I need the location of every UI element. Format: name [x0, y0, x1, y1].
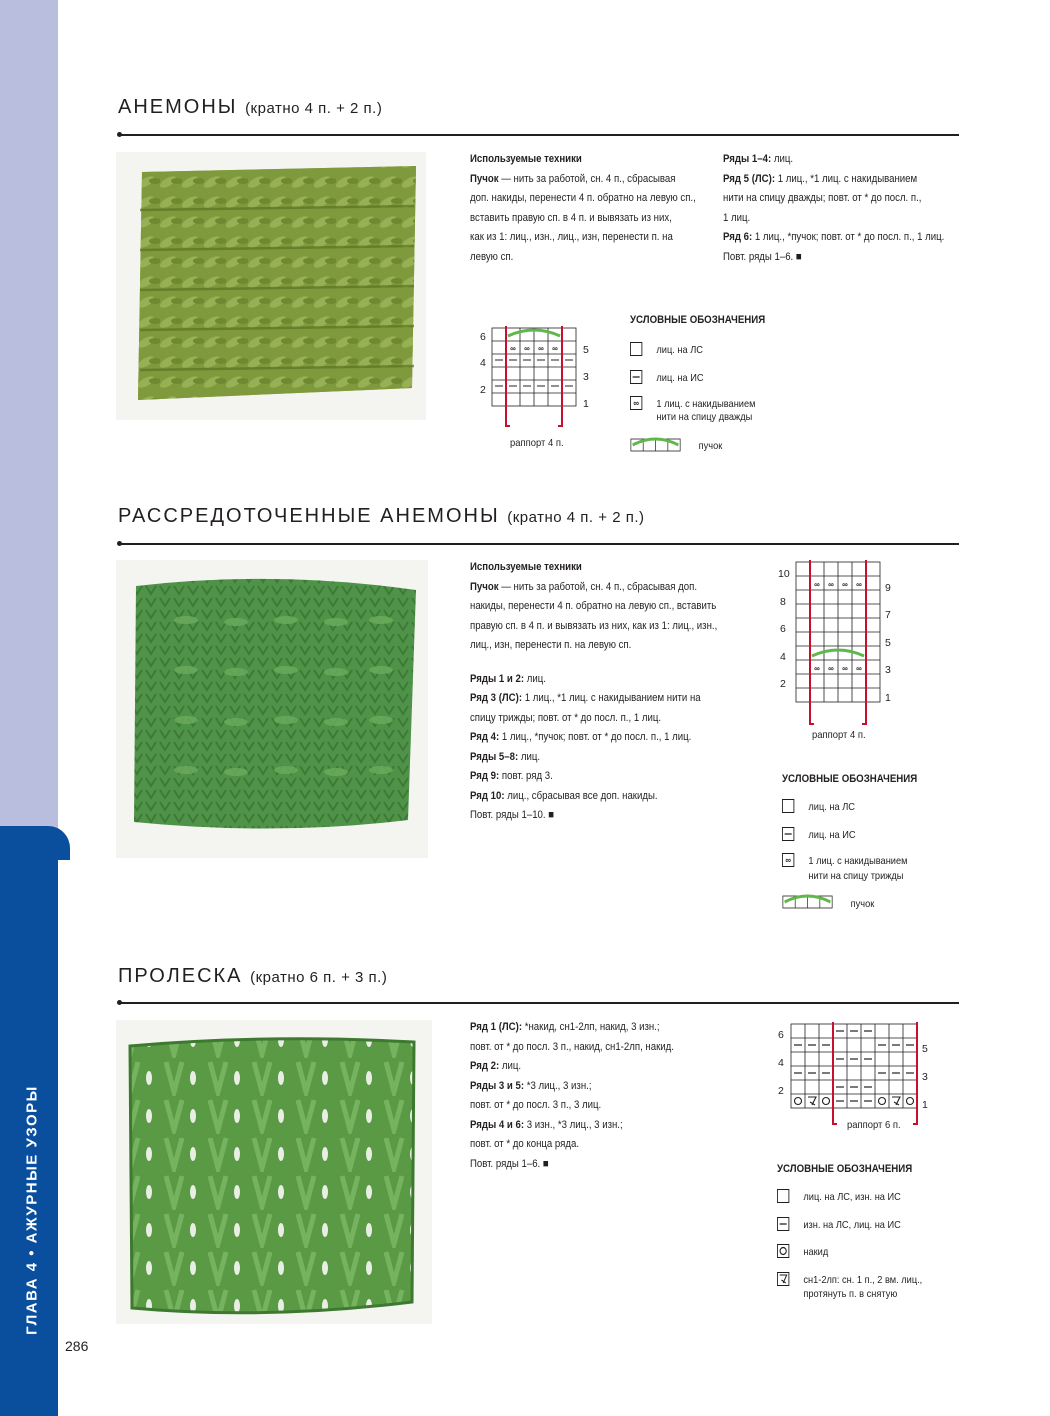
knit-symbol-icon — [630, 342, 642, 356]
technique-text: доп. накиды, перенести 4 п. обратно на левую сп., — [470, 192, 696, 204]
row-text: лиц. — [524, 672, 546, 685]
row-label: Ряды 1 и 2: — [470, 672, 525, 685]
section-rule — [118, 1002, 959, 1004]
section-title-text: АНЕМОНЫ — [118, 96, 238, 118]
chart-row-number: 6 — [780, 623, 786, 635]
instructions-block — [470, 1018, 728, 1174]
chart-row-number: 4 — [780, 651, 786, 663]
techniques-block — [470, 150, 728, 267]
legend-label: пучок — [698, 440, 723, 452]
row-text: лиц. — [518, 750, 541, 763]
svg-text:∞: ∞ — [510, 344, 516, 353]
row-label: Ряд 10: — [470, 789, 505, 802]
row-text: лиц. — [499, 1060, 522, 1072]
legend-label: лиц. на ИС — [656, 372, 704, 384]
row-text: нити на спицу дважды; повт. от * до посл. п., — [723, 192, 922, 204]
row-label: Ряды 3 и 5: — [470, 1079, 525, 1092]
row-label: Ряды 4 и 6: — [470, 1118, 525, 1131]
section-multiple: (кратно 6 п. + 3 п.) — [250, 969, 388, 986]
row-label: Ряд 2: — [470, 1060, 500, 1072]
chart-row-number: 2 — [778, 1085, 784, 1097]
wrap-twice-symbol-icon: ∞ — [630, 396, 642, 410]
row-text: 1 лиц., *1 лиц. с накидыванием — [775, 172, 918, 185]
section-title-scattered-anemones — [118, 505, 644, 528]
row-text: лиц., сбрасывая все доп. накиды. — [504, 789, 658, 802]
repeat-text: Повт. ряды 1–6. ■ — [723, 250, 802, 263]
legend-label: лиц. на ЛС — [656, 344, 703, 356]
knit-symbol-icon — [777, 1189, 789, 1203]
legend-label: нити на спицу дважды — [656, 411, 753, 423]
technique-term: Пучок — [470, 172, 499, 185]
svg-text:∞: ∞ — [856, 580, 862, 589]
repeat-text: Повт. ряды 1–6. ■ — [470, 1157, 549, 1170]
chart-row-number: 5 — [922, 1043, 928, 1055]
technique-term: Пучок — [470, 580, 499, 593]
legend-title: УСЛОВНЫЕ ОБОЗНАЧЕНИЯ — [782, 773, 918, 785]
legend-label: 1 лиц. с накидыванием — [808, 855, 908, 867]
chart-row-number: 4 — [778, 1057, 784, 1069]
technique-text: лиц., изн, перенести п. на левую сп. — [470, 639, 632, 651]
swatch-photo-anemones — [116, 152, 426, 420]
row-text: 1 лиц. — [723, 211, 751, 224]
technique-text: правую сп. в 4 п. и вывязать из них, как из 1: лиц., изн., — [470, 619, 718, 632]
svg-text:∞: ∞ — [814, 580, 820, 589]
svg-text:∞: ∞ — [538, 344, 544, 353]
chart-row-number: 1 — [885, 692, 891, 704]
chart-row-number: 5 — [583, 344, 589, 356]
section-title-anemones — [118, 96, 382, 119]
swatch-photo-scattered-anemones — [116, 560, 428, 858]
purl-symbol-icon — [782, 827, 794, 841]
chart-row-number: 4 — [480, 357, 486, 369]
chart-row-number: 5 — [885, 637, 891, 649]
legend-label: лиц. на ИС — [808, 829, 856, 841]
row-label: Ряд 5 (ЛС): — [723, 172, 776, 185]
legend-title: УСЛОВНЫЕ ОБОЗНАЧЕНИЯ — [777, 1163, 913, 1175]
technique-text: — нить за работой, сн. 4 п., сбрасывая доп. — [498, 580, 698, 593]
row-text: повт. от * до конца ряда. — [470, 1138, 580, 1150]
svg-text:∞: ∞ — [552, 344, 558, 353]
svg-text:∞: ∞ — [814, 664, 820, 673]
row-text: повт. от * до посл. 3 п., накид, сн1-2лп, накид. — [470, 1040, 674, 1053]
chart-row-number: 1 — [922, 1099, 928, 1111]
section-title-text: ПРОЛЕСКА — [118, 965, 243, 987]
row-label: Ряд 1 (ЛС): — [470, 1021, 523, 1033]
knitting-chart-anemones — [490, 326, 590, 436]
legend-label: протянуть п. в снятую — [803, 1288, 898, 1300]
row-text: повт. ряд 3. — [499, 770, 553, 782]
techniques-heading: Используемые техники — [470, 561, 582, 573]
row-text: лиц. — [771, 153, 794, 165]
techniques-block — [470, 558, 754, 826]
chart-row-number: 7 — [885, 609, 891, 621]
chart-row-number: 6 — [778, 1029, 784, 1041]
legend-scattered-anemones — [782, 773, 993, 923]
chart-row-number: 3 — [885, 664, 891, 676]
svg-text:∞: ∞ — [524, 344, 530, 353]
row-text: 3 изн., *3 лиц., 3 изн.; — [524, 1118, 623, 1131]
row-text: повт. от * до посл. 3 п., 3 лиц. — [470, 1099, 602, 1111]
svg-text:∞: ∞ — [842, 664, 848, 673]
section-title-scilla — [118, 965, 387, 988]
chart-repeat-label: раппорт 4 п. — [812, 729, 866, 741]
instructions-block — [723, 150, 981, 267]
legend-label: 1 лиц. с накидыванием — [656, 398, 756, 410]
row-label: Ряд 3 (ЛС): — [470, 692, 523, 704]
cluster-symbol-icon — [782, 893, 833, 909]
section-title-text: РАССРЕДОТОЧЕННЫЕ АНЕМОНЫ — [118, 505, 500, 527]
repeat-text: Повт. ряды 1–10. ■ — [470, 809, 555, 821]
chart-row-number: 6 — [480, 331, 486, 343]
techniques-heading: Используемые техники — [470, 153, 582, 165]
technique-text: — нить за работой, сн. 4 п., сбрасывая — [498, 172, 676, 185]
chart-row-number: 2 — [780, 678, 786, 690]
section-rule — [118, 543, 959, 545]
legend-label: лиц. на ЛС — [808, 801, 855, 813]
chart-row-number: 2 — [480, 384, 486, 396]
chart-row-number: 3 — [922, 1071, 928, 1083]
chapter-tab-label: ГЛАВА 4 • АЖУРНЫЕ УЗОРЫ — [23, 1085, 41, 1335]
svg-text:∞: ∞ — [828, 664, 834, 673]
legend-title: УСЛОВНЫЕ ОБОЗНАЧЕНИЯ — [630, 314, 766, 326]
legend-anemones — [630, 314, 841, 464]
purl-symbol-icon — [630, 370, 642, 384]
section-multiple: (кратно 4 п. + 2 п.) — [507, 509, 645, 526]
chapter-sidebar-light — [0, 0, 58, 830]
sk2p-symbol-icon — [777, 1272, 789, 1286]
technique-text: вставить правую сп. в 4 п. и вывязать из них, — [470, 211, 672, 224]
row-text: 1 лиц., *пучок; повт. от * до посл. п., 1 лиц. — [752, 231, 945, 243]
row-text: 1 лиц., *пучок; повт. от * до посл. п., 1 лиц. — [499, 731, 692, 743]
row-text: *3 лиц., 3 изн.; — [524, 1079, 592, 1092]
legend-label: лиц. на ЛС, изн. на ИС — [803, 1191, 901, 1203]
purl-symbol-icon — [777, 1217, 789, 1231]
section-rule — [118, 134, 959, 136]
knit-symbol-icon — [782, 799, 794, 813]
legend-label: изн. на ЛС, лиц. на ИС — [803, 1219, 901, 1231]
svg-text:∞: ∞ — [856, 664, 862, 673]
legend-label: нити на спицу трижды — [808, 870, 904, 882]
chart-row-number: 3 — [583, 371, 589, 383]
chart-row-number: 1 — [583, 398, 589, 410]
technique-text: как из 1: лиц., изн., лиц., изн, перенести п. на — [470, 231, 673, 243]
svg-text:∞: ∞ — [828, 580, 834, 589]
row-label: Ряды 1–4: — [723, 153, 772, 165]
svg-text:∞: ∞ — [842, 580, 848, 589]
yarn-over-symbol-icon — [777, 1244, 789, 1258]
chart-repeat-label: раппорт 4 п. — [510, 437, 564, 449]
knitting-chart-scilla — [789, 1022, 921, 1132]
technique-text: левую сп. — [470, 250, 514, 263]
wrap-thrice-symbol-icon: ∞ — [782, 853, 794, 867]
chapter-tab-corner — [0, 826, 70, 860]
legend-scilla — [777, 1163, 988, 1313]
section-multiple: (кратно 4 п. + 2 п.) — [245, 100, 383, 117]
legend-label: накид — [803, 1246, 829, 1258]
legend-label: сн1-2лп: сн. 1 п., 2 вм. лиц., — [803, 1274, 923, 1286]
row-text: *накид, сн1-2лп, накид, 3 изн.; — [522, 1021, 660, 1033]
row-text: спицу трижды; повт. от * до посл. п., 1 лиц. — [470, 711, 662, 724]
chart-row-number: 8 — [780, 596, 786, 608]
page-number: 286 — [65, 1338, 89, 1354]
chart-row-number: 9 — [885, 582, 891, 594]
legend-label: пучок — [850, 898, 875, 910]
cluster-symbol-icon — [630, 436, 681, 452]
swatch-photo-scilla — [116, 1020, 432, 1324]
row-text: 1 лиц., *1 лиц. с накидыванием нити на — [522, 692, 701, 704]
row-label: Ряд 6: — [723, 231, 753, 243]
technique-text: накиды, перенести 4 п. обратно на левую сп., вставить — [470, 600, 717, 612]
chart-repeat-label: раппорт 6 п. — [847, 1119, 901, 1131]
row-label: Ряды 5–8: — [470, 750, 519, 763]
knitting-chart-scattered-anemones — [794, 560, 894, 736]
row-label: Ряд 4: — [470, 731, 500, 743]
chart-row-number: 10 — [778, 568, 790, 580]
row-label: Ряд 9: — [470, 770, 500, 782]
